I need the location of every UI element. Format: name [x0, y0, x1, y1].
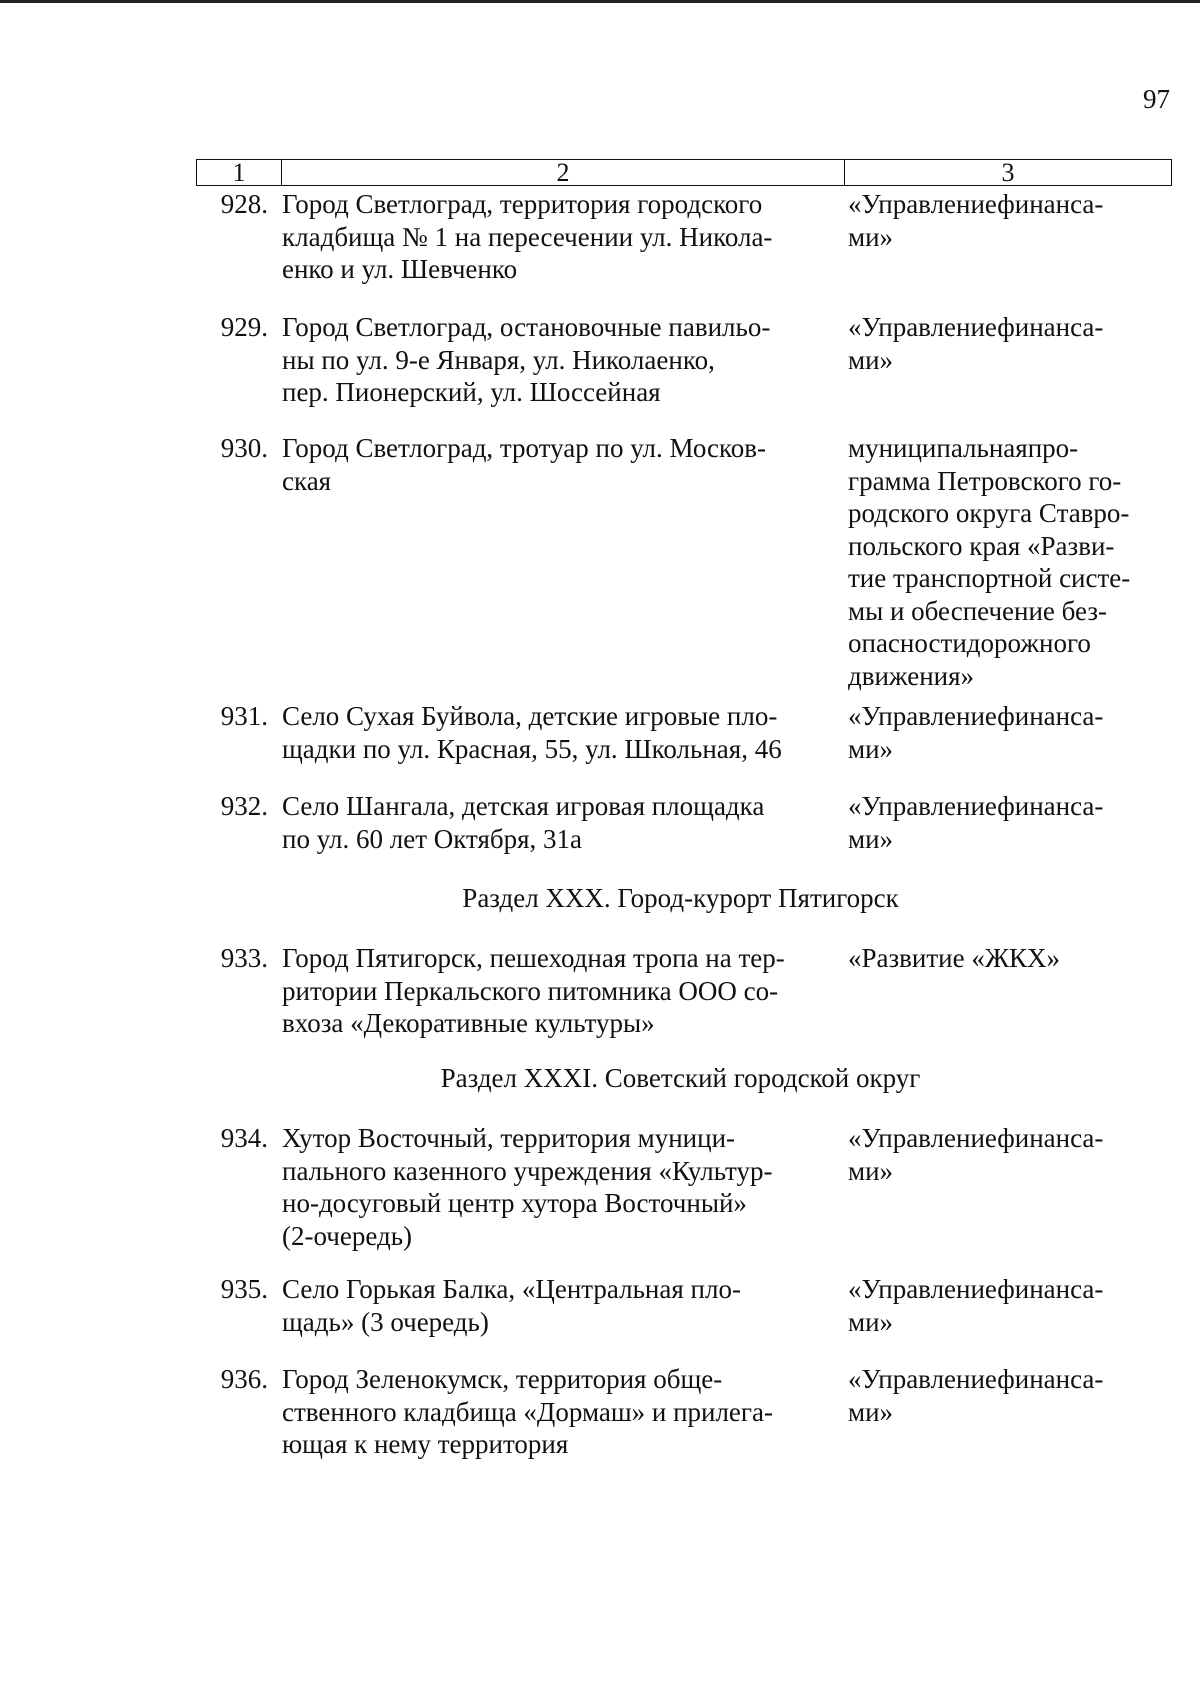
program-line-word: финанса- [997, 189, 1104, 219]
row-program [848, 432, 1154, 692]
row-number: 935. [220, 1274, 268, 1304]
section-title: Раздел XXX. Город-курорт Пятигорск [462, 883, 899, 913]
program-line [848, 311, 1154, 344]
table-header-col-1: 1 [197, 160, 282, 185]
program-line [848, 1122, 1154, 1155]
program-line-word: финанса- [997, 791, 1104, 821]
location-line: вхоза «Декоративные культуры» [282, 1008, 655, 1038]
program-line-word: финанса- [997, 701, 1104, 731]
program-line: родского округа Ставро- [848, 498, 1130, 528]
location-line: но-досуговый центр хутора Восточный» [282, 1188, 747, 1218]
program-line-word: финанса- [997, 1364, 1104, 1394]
location-line: по ул. 60 лет Октября, 31а [282, 823, 583, 854]
location-line: Город Светлоград, тротуар по ул. Москов- [282, 433, 766, 463]
program-line: «Развитие «ЖКХ» [848, 943, 1061, 973]
program-line-word: «Управление [848, 1123, 998, 1153]
location-line: Хутор Восточный, территория муници- [282, 1123, 736, 1153]
program-line [848, 790, 1154, 823]
table-header-col-2: 2 [282, 160, 845, 185]
program-line-word: опасности [848, 628, 967, 658]
location-line: ны по ул. 9-е Января, ул. Николаенко, [282, 344, 715, 375]
row-number: 932. [220, 791, 268, 821]
location-line: Село Шангала, детская игровая площадка [282, 791, 765, 821]
program-line: польского края «Разви- [848, 530, 1115, 561]
location-line: кладбища № 1 на пересечении ул. Никола- [282, 221, 773, 252]
row-program [848, 942, 1154, 975]
row-number: 933. [220, 943, 268, 973]
row-program [848, 700, 1154, 765]
location-line: ственного кладбища «Дормаш» и прилега- [282, 1396, 773, 1427]
location-line: ющая к нему территория [282, 1429, 569, 1459]
program-line-word: «Управление [848, 701, 998, 731]
program-line [848, 432, 1154, 465]
table-header-col-3: 3 [1001, 158, 1015, 187]
program-line-word: «Управление [848, 1364, 998, 1394]
location-line: енко и ул. Шевченко [282, 254, 518, 284]
program-line-word: муниципальная [848, 433, 1028, 463]
program-line [848, 1363, 1154, 1396]
location-line: (2-очередь) [282, 1220, 413, 1251]
program-line-word: «Управление [848, 791, 998, 821]
location-line: пер. Пионерский, ул. Шоссейная [282, 377, 661, 407]
location-line: ритории Перкальского питомника ООО со- [282, 975, 779, 1006]
location-line: Город Зеленокумск, территория обще- [282, 1364, 723, 1394]
location-line: Город Светлоград, остановочные павильо- [282, 312, 771, 342]
location-line: Село Сухая Буйвола, детские игровые пло- [282, 701, 778, 731]
row-location [282, 311, 828, 409]
row-program [848, 188, 1154, 253]
location-line: ская [282, 465, 332, 496]
program-line [848, 188, 1154, 221]
program-line-word: финанса- [997, 1274, 1104, 1304]
program-line: тие транспортной систе- [848, 563, 1131, 593]
program-line: ми» [848, 733, 894, 764]
program-line-word: «Управление [848, 312, 998, 342]
row-location [282, 1273, 828, 1338]
row-program [848, 311, 1154, 376]
row-location [282, 188, 828, 286]
program-line: ми» [848, 823, 894, 854]
location-line: щадь» (3 очередь) [282, 1306, 489, 1337]
program-line [848, 700, 1154, 733]
row-number: 931. [220, 701, 268, 731]
program-line-word: «Управление [848, 1274, 998, 1304]
program-line [848, 627, 1154, 660]
section-title: Раздел XXXI. Советский городской округ [440, 1063, 921, 1093]
row-location [282, 432, 828, 497]
row-program [848, 790, 1154, 855]
row-program [848, 1122, 1154, 1187]
program-line-word: про- [1027, 433, 1079, 463]
row-location [282, 942, 828, 1040]
program-line: грамма Петровского го- [848, 465, 1122, 496]
program-line: мы и обеспечение без- [848, 595, 1108, 626]
row-location [282, 700, 828, 765]
page-number: 97 [1143, 84, 1170, 114]
program-line: ми» [848, 1155, 894, 1186]
program-line-word: финанса- [997, 1123, 1104, 1153]
row-number: 930. [220, 433, 268, 463]
row-number: 929. [220, 312, 268, 342]
row-number: 934. [220, 1123, 268, 1153]
program-line-word: финанса- [997, 312, 1104, 342]
program-line-word: «Управление [848, 189, 998, 219]
row-program [848, 1273, 1154, 1338]
program-line: ми» [848, 221, 894, 252]
row-location [282, 1363, 828, 1461]
location-line: Село Горькая Балка, «Центральная пло- [282, 1274, 741, 1304]
row-number: 936. [220, 1364, 268, 1394]
row-location [282, 1122, 828, 1252]
location-line: Город Пятигорск, пешеходная тропа на тер- [282, 943, 785, 973]
row-program [848, 1363, 1154, 1428]
row-number: 928. [220, 189, 268, 219]
location-line: Город Светлоград, территория городского [282, 189, 763, 219]
program-line-word: дорожного [966, 628, 1091, 658]
table-header-row [196, 159, 1172, 186]
program-line: ми» [848, 1396, 894, 1427]
row-location [282, 790, 828, 855]
program-line [848, 1273, 1154, 1306]
program-line: ми» [848, 1306, 894, 1337]
location-line: пального казенного учреждения «Культур- [282, 1155, 773, 1186]
top-border-line [0, 0, 1200, 3]
program-line: ми» [848, 344, 894, 375]
program-line: движения» [848, 660, 975, 691]
location-line: щадки по ул. Красная, 55, ул. Школьная, 46 [282, 733, 782, 764]
